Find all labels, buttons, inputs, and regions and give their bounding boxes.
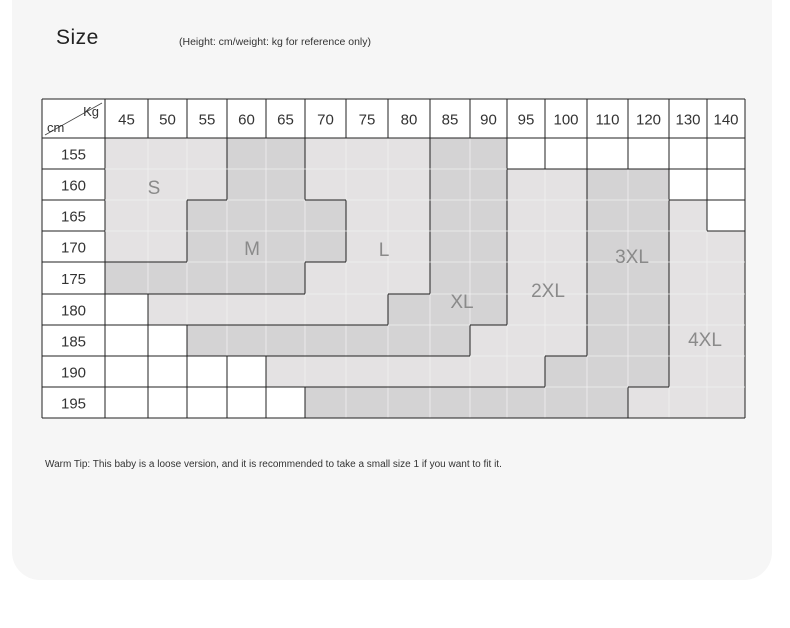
corner-cm-label: cm <box>47 120 65 135</box>
size-cell <box>545 169 587 200</box>
size-cell <box>470 356 507 387</box>
size-cell <box>545 356 587 387</box>
size-cell <box>470 294 507 325</box>
size-cell <box>707 231 745 262</box>
size-cell <box>266 262 305 294</box>
size-cell <box>388 356 430 387</box>
size-cell <box>227 138 266 169</box>
size-cell <box>266 294 305 325</box>
weight-header: 85 <box>441 111 459 129</box>
subtitle: (Height: cm/weight: kg for reference only) <box>179 36 371 48</box>
size-cell <box>669 262 707 294</box>
size-cell <box>507 231 545 262</box>
size-cell <box>470 231 507 262</box>
size-cell <box>587 294 628 325</box>
size-cell <box>266 200 305 231</box>
size-cell <box>545 325 587 356</box>
empty-cell <box>587 138 628 169</box>
size-cell <box>430 262 470 294</box>
size-cell <box>470 262 507 294</box>
size-cell <box>227 262 266 294</box>
size-cell <box>587 169 628 200</box>
size-cell <box>346 325 388 356</box>
size-cell <box>266 325 305 356</box>
size-cell <box>388 387 430 418</box>
size-cell <box>105 231 148 262</box>
size-cell <box>507 356 545 387</box>
size-cell <box>707 356 745 387</box>
height-label: 170 <box>60 239 87 257</box>
size-cell <box>305 231 346 262</box>
size-cell <box>227 200 266 231</box>
size-cell <box>346 294 388 325</box>
height-label: 190 <box>60 364 87 382</box>
height-label: 165 <box>60 208 87 226</box>
size-cell <box>305 169 346 200</box>
size-cell <box>507 387 545 418</box>
size-cell <box>430 325 470 356</box>
size-cell <box>305 356 346 387</box>
size-cell <box>105 200 148 231</box>
size-cell <box>187 169 227 200</box>
size-cell <box>388 200 430 231</box>
size-cell <box>669 356 707 387</box>
size-cell <box>148 262 187 294</box>
height-label: 180 <box>60 302 87 320</box>
height-label: 155 <box>60 146 87 164</box>
size-cell <box>707 262 745 294</box>
size-cell <box>507 325 545 356</box>
empty-cell <box>628 138 669 169</box>
size-cell <box>388 169 430 200</box>
empty-cell <box>545 138 587 169</box>
size-cell <box>266 231 305 262</box>
size-cell <box>305 325 346 356</box>
weight-header: 95 <box>517 111 535 129</box>
size-cell <box>266 138 305 169</box>
size-cell <box>669 200 707 231</box>
empty-cell <box>105 356 148 387</box>
size-cell <box>305 387 346 418</box>
size-cell <box>587 387 628 418</box>
weight-header: 140 <box>713 111 739 129</box>
size-label: M <box>244 239 260 260</box>
empty-cell <box>507 138 545 169</box>
size-cell <box>187 138 227 169</box>
height-label: 185 <box>60 333 87 351</box>
weight-header: 55 <box>198 111 216 129</box>
size-cell <box>470 387 507 418</box>
size-cell <box>545 231 587 262</box>
size-cell <box>227 294 266 325</box>
weight-header: 110 <box>595 111 620 129</box>
weight-header: 70 <box>317 111 334 129</box>
empty-cell <box>187 356 227 387</box>
size-cell <box>430 138 470 169</box>
size-cell <box>346 200 388 231</box>
weight-header: 120 <box>635 111 662 129</box>
size-cell <box>669 231 707 262</box>
size-cell <box>470 169 507 200</box>
size-cell <box>187 231 227 262</box>
size-cell <box>587 356 628 387</box>
size-cell <box>346 356 388 387</box>
size-cell <box>388 294 430 325</box>
size-cell <box>587 325 628 356</box>
page-title: Size <box>56 26 99 49</box>
size-cell <box>628 294 669 325</box>
size-cell <box>669 387 707 418</box>
size-cell <box>388 262 430 294</box>
size-cell <box>507 200 545 231</box>
size-cell <box>388 138 430 169</box>
weight-header: 100 <box>553 111 579 129</box>
empty-cell <box>187 387 227 418</box>
size-cell <box>305 262 346 294</box>
size-cell <box>470 200 507 231</box>
size-cell <box>507 169 545 200</box>
size-label: L <box>378 240 390 261</box>
size-cell <box>266 356 305 387</box>
size-cell <box>587 200 628 231</box>
weight-header: 60 <box>238 111 255 129</box>
size-cell <box>470 138 507 169</box>
size-cell <box>669 294 707 325</box>
size-cell <box>305 200 346 231</box>
empty-cell <box>669 138 707 169</box>
weight-header: 50 <box>159 111 176 129</box>
empty-cell <box>707 200 745 231</box>
empty-cell <box>227 356 266 387</box>
size-cell <box>187 200 227 231</box>
size-cell <box>148 200 187 231</box>
size-cell <box>430 231 470 262</box>
size-cell <box>388 231 430 262</box>
size-cell <box>545 200 587 231</box>
height-label: 175 <box>60 271 87 288</box>
size-cell <box>148 231 187 262</box>
weight-header: 65 <box>277 111 294 129</box>
size-cell <box>187 262 227 294</box>
size-cell <box>388 325 430 356</box>
weight-header: 80 <box>400 111 418 129</box>
size-cell <box>105 169 148 200</box>
size-cell <box>707 387 745 418</box>
corner-kg-label: Kg <box>83 104 99 119</box>
size-cell <box>187 325 227 356</box>
size-cell <box>105 138 148 169</box>
size-label: S <box>147 178 161 199</box>
empty-cell <box>105 387 148 418</box>
size-cell <box>628 200 669 231</box>
empty-cell <box>266 387 305 418</box>
size-cell <box>266 169 305 200</box>
empty-cell <box>669 169 707 200</box>
size-cell <box>430 200 470 231</box>
size-cell <box>628 325 669 356</box>
weight-header: 90 <box>480 111 497 129</box>
size-cell <box>305 294 346 325</box>
size-cell <box>470 325 507 356</box>
size-cell <box>305 138 346 169</box>
size-cell <box>346 387 388 418</box>
size-cell <box>227 325 266 356</box>
size-cell <box>545 387 587 418</box>
empty-cell <box>707 138 745 169</box>
size-label: 2XL <box>531 281 565 302</box>
empty-cell <box>227 387 266 418</box>
size-cell <box>430 356 470 387</box>
empty-cell <box>707 169 745 200</box>
size-label: 3XL <box>615 247 649 268</box>
size-cell <box>707 294 745 325</box>
size-cell <box>346 169 388 200</box>
size-cell <box>628 356 669 387</box>
empty-cell <box>148 325 187 356</box>
size-cell <box>187 294 227 325</box>
size-cell <box>227 169 266 200</box>
size-cell <box>346 262 388 294</box>
size-label: 4XL <box>688 330 722 351</box>
height-label: 160 <box>60 177 87 195</box>
empty-cell <box>148 387 187 418</box>
empty-cell <box>105 325 148 356</box>
size-cell <box>430 387 470 418</box>
size-cell <box>148 138 187 169</box>
size-cell <box>105 262 148 294</box>
height-label: 195 <box>60 395 87 413</box>
size-cell <box>148 294 187 325</box>
size-label: XL <box>450 292 474 313</box>
empty-cell <box>148 356 187 387</box>
size-cell <box>346 138 388 169</box>
empty-cell <box>105 294 148 325</box>
weight-header: 75 <box>358 111 376 129</box>
warm-tip: Warm Tip: This baby is a loose version, and it is recommended to take a small size 1 if you want to fit it. <box>45 459 502 470</box>
weight-header: 130 <box>675 111 701 129</box>
weight-header: 45 <box>118 111 135 129</box>
size-cell <box>430 169 470 200</box>
size-cell <box>628 169 669 200</box>
size-cell <box>628 387 669 418</box>
